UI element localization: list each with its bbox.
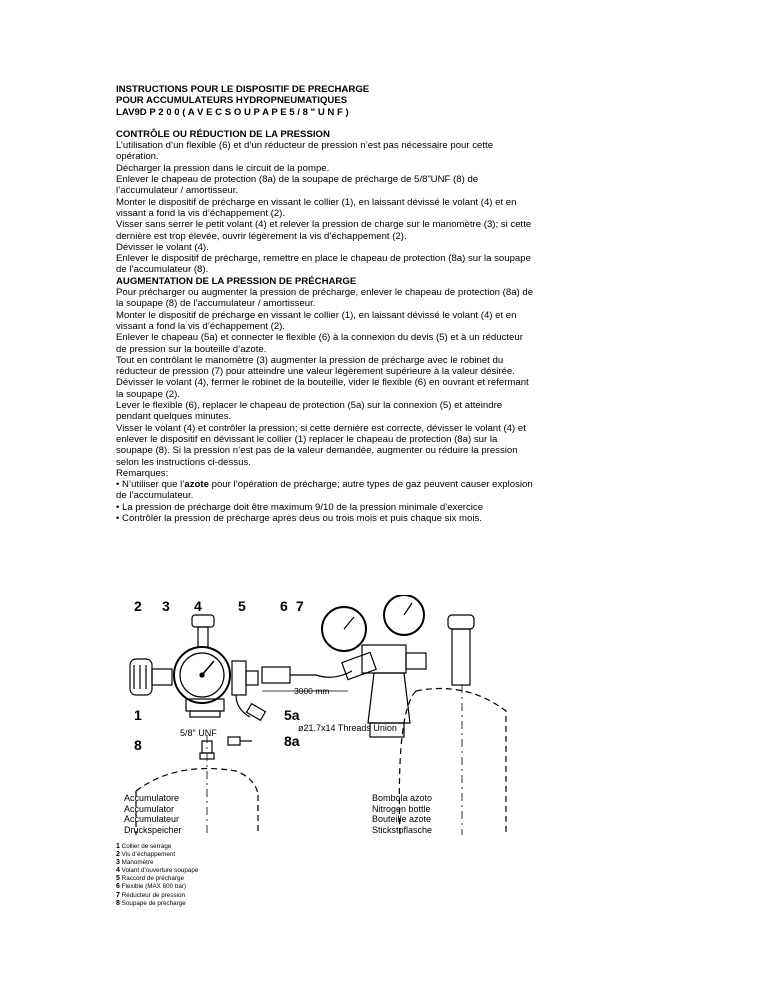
unf-label: 5/8" UNF <box>180 728 217 738</box>
callout-7: 7 <box>296 598 304 614</box>
remark-2: • La pression de précharge doit être maximum 9/10 de la pression minimale d’exercice <box>116 501 484 513</box>
paragraph: Décharger la pression dans le circuit de la pompe. <box>116 162 330 174</box>
bottle-caption <box>372 793 432 835</box>
legend-text: Raccord de précharge <box>121 875 184 883</box>
legend-text: Soupape de precharge <box>121 899 186 907</box>
caption-line: Bombola azoto <box>372 793 433 803</box>
section1-heading: CONTRÔLE OU RÉDUCTION DE LA PRESSION <box>116 128 330 140</box>
callout-5a: 5a <box>284 707 300 723</box>
paragraph: Dévisser le volant (4). <box>116 241 209 253</box>
hose-length-label: 3000 mm <box>294 686 330 696</box>
legend-item <box>116 875 198 883</box>
caption-line: Druckspeicher <box>124 824 182 835</box>
legend-item <box>116 843 198 851</box>
legend-text: Volant d’ouverture soupape <box>121 867 199 875</box>
legend-item <box>116 892 198 900</box>
callout-8: 8 <box>134 737 142 753</box>
caption-line: Accumulator <box>124 803 175 814</box>
remarks-heading: Remarques: <box>116 467 169 479</box>
legend-text: Vis d’échappement <box>121 851 176 859</box>
legend-number: 5 <box>116 875 120 883</box>
title-line-1: INSTRUCTIONS POUR LE DISPOSITIF DE PRECHARGE <box>116 84 370 95</box>
paragraph: Monter le dispositif de précharge en vissant le collier (1), en laissant dévissé le volant (4) et en vissant a fond la vis d’échappement (2). <box>116 309 517 332</box>
legend-number: 3 <box>116 859 120 867</box>
title-line-2: POUR ACCUMULATEURS HYDROPNEUMATIQUES <box>116 95 348 107</box>
paragraph: Enlever le dispositif de précharge, remettre en place le chapeau de protection (8a) sur la soupape de l’accumulateur (8). <box>116 253 531 276</box>
paragraph: Dévisser le volant (4), fermer le robinet de la bouteille, vider le flexible (6) en ouvrant et refermant la soupape (2). <box>116 377 529 400</box>
bottle-valve-wheel <box>448 615 474 629</box>
legend-item <box>116 867 198 875</box>
legend-item <box>116 883 198 891</box>
remark-1-bold: azote <box>184 479 209 491</box>
caption-line: Stickstoflasche <box>372 824 433 835</box>
callout-1: 1 <box>134 707 142 723</box>
protection-cap <box>228 737 240 745</box>
exhaust-screw-knob <box>130 659 152 695</box>
legend-text: Manomètre <box>121 859 154 867</box>
callout-2: 2 <box>134 598 142 614</box>
legend-number: 2 <box>116 851 120 859</box>
section2-heading: AUGMENTATION DE LA PRESSION DE PRÉCHARGE <box>116 275 357 287</box>
callout-4: 4 <box>194 598 202 614</box>
paragraph: Pour précharger ou augmenter la pression de précharge, enlever le chapeau de protection (8a) de la soupape (8) de l’accumulateur / amortisseur. <box>116 287 534 310</box>
remark-1-end: pour l’opération de précharge; autre types de gaz peuvent causer explosion de l’accumulateur. <box>116 479 533 502</box>
caption-line: Accumulateur <box>124 814 180 824</box>
caption-line: Nitrogen bottle <box>372 803 431 814</box>
legend-number: 1 <box>116 843 120 850</box>
legend-text: Réducteur de pression <box>121 891 186 899</box>
precharge-diagram <box>116 595 536 835</box>
callout-5: 5 <box>238 598 246 614</box>
paragraph: Visser sans serrer le petit volant (4) et relever la pression de charge sur le manomètre (3); si cette dernière est trop élevée, ouvrir légèrement la vis d’échappement (2). <box>116 219 532 242</box>
legend-number: 7 <box>116 891 120 899</box>
legend-number: 6 <box>116 883 120 891</box>
accumulator-caption <box>124 793 182 835</box>
caption-line: Accumulatore <box>124 793 180 803</box>
accumulator <box>136 769 258 796</box>
legend-number: 8 <box>116 899 120 907</box>
title-line-3: LAV9D P 2 0 0 ( A V E C S O U P A P E 5 / 8 " U N F ) <box>116 106 349 118</box>
paragraph: Tout en contrôlant le manomètre (3) augmenter la pression de précharge avec le robinet du réducteur de pression (7) pour atteindre une valeur légèrement supérieure à la valeur désirée. <box>116 354 515 378</box>
paragraph: Visser le volant (4) et contrôler la pression; si cette dernière est correcte, dévisser le volant (4) et enlever le dispositif en dévissant le collier (1) replacer le chapeau de protection (8a) sur la soupape (8). Si la pression n’est pas de la valeur demandée, augmenter ou réduire la pression selon les instructions ci-dessus. <box>116 422 526 468</box>
paragraph: Enlever le chapeau (5a) et connecter le flexible (6) à la connexion du devis (5) et à un réducteur de pression sur la bouteille d’azote. <box>116 332 523 355</box>
legend-number: 4 <box>116 867 120 875</box>
paragraph: L’utilisation d’un flexible (6) et d’un réducteur de pression n’est pas nécessaire pour cette opération. <box>116 140 494 163</box>
paragraph: Lever le flexible (6), replacer le chapeau de protection (5a) sur la connexion (5) et atteindre pendant quelques minutes. <box>116 400 503 423</box>
paragraph: Monter le dispositif de précharge en vissant le collier (1), en laissant dévissé le volant (4) et en vissant a fond la vis d’échappement (2). <box>116 196 517 219</box>
legend-item <box>116 851 198 859</box>
callout-3: 3 <box>162 598 170 614</box>
legend-text: Flexible (MAX 600 bar) <box>121 883 187 891</box>
callout-6: 6 <box>280 598 288 614</box>
thread-label: ø21.7x14 Threads Union <box>298 723 397 733</box>
document-body <box>116 84 536 524</box>
legend-item <box>116 859 198 867</box>
paragraph: Enlever le chapeau de protection (8a) de la soupape de précharge de 5/8”UNF (8) de l’accumulateur / amortisseur. <box>116 174 479 197</box>
caption-line: Bouteille azote <box>372 814 432 824</box>
remark-1-start: • N’utiliser que l’ <box>116 479 185 491</box>
legend-text: Collier de serrage <box>121 843 172 850</box>
valve-handwheel <box>192 615 214 627</box>
remark-1 <box>116 479 536 502</box>
remark-3: • Contrôler la pression de précharge après deus ou trois mois et puis chaque six mois. <box>116 512 482 524</box>
parts-legend <box>116 843 198 908</box>
legend-item <box>116 900 198 908</box>
callout-8a: 8a <box>284 733 300 749</box>
